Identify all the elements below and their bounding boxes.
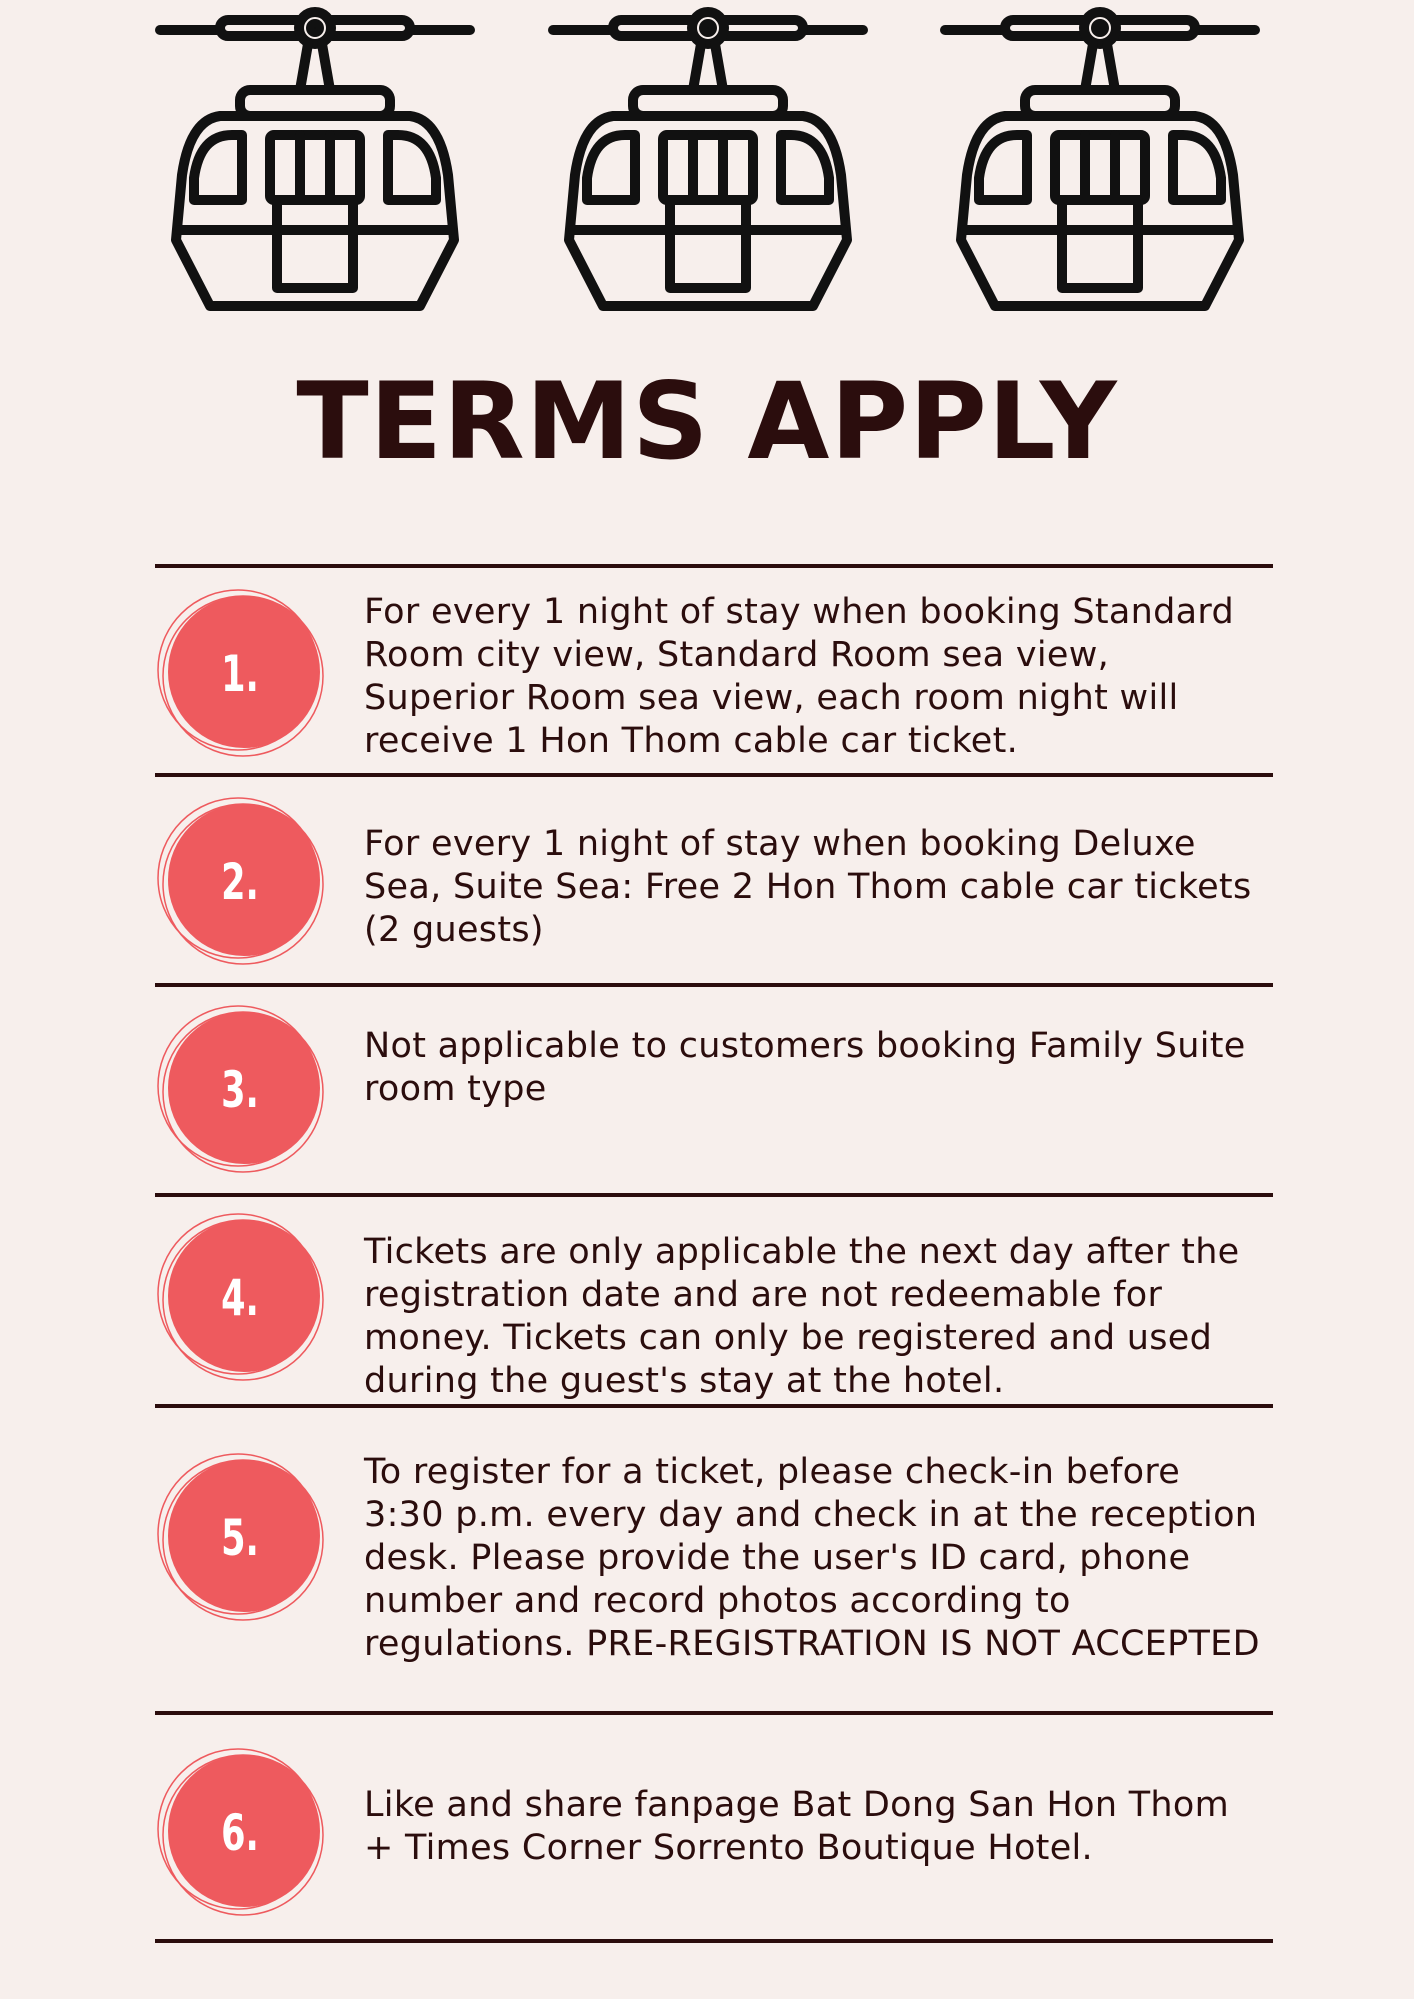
cable-car-row — [150, 0, 1270, 330]
number-badge — [152, 1210, 328, 1386]
term-number: 5. — [221, 1509, 259, 1567]
number-badge — [152, 586, 328, 762]
page-title: TERMS APPLY — [296, 360, 1118, 483]
cable-car-icon — [543, 0, 873, 330]
term-text: Like and share fanpage Bat Dong San Hon Thom + Times Corner Sorrento Boutique Hotel. — [364, 1785, 1229, 1868]
divider — [155, 1193, 1273, 1197]
cable-car-icon — [935, 0, 1265, 330]
term-text: Not applicable to customers booking Family Suite room type — [364, 1026, 1246, 1109]
number-badge — [152, 794, 328, 970]
term-text: To register for a ticket, please check-in before 3:30 p.m. every day and check in at the reception desk. Please provide the user's ID card, phone number and record photos according to regulations. PRE-REGISTRATION IS NOT ACCEPTED — [364, 1452, 1260, 1664]
term-number: 2. — [221, 853, 259, 911]
cable-car-icon — [150, 0, 480, 330]
term-number: 3. — [221, 1061, 259, 1119]
term-text: For every 1 night of stay when booking Deluxe Sea, Suite Sea: Free 2 Hon Thom cable car tickets (2 guests) — [364, 824, 1252, 950]
number-badge — [152, 1002, 328, 1178]
number-badge — [152, 1745, 328, 1921]
term-number: 4. — [221, 1269, 259, 1327]
term-number: 1. — [221, 645, 259, 703]
divider — [155, 1939, 1273, 1943]
term-number: 6. — [221, 1804, 259, 1862]
divider — [155, 983, 1273, 987]
term-text: Tickets are only applicable the next day after the registration date and are not redeemable for money. Tickets can only be registered and used during the guest's stay at the hotel. — [364, 1232, 1240, 1401]
number-badge — [152, 1450, 328, 1626]
divider — [155, 564, 1273, 568]
term-text: For every 1 night of stay when booking Standard Room city view, Standard Room sea view, Superior Room sea view, each room night will receive 1 Hon Thom cable car ticket. — [364, 592, 1235, 761]
divider — [155, 773, 1273, 777]
divider — [155, 1711, 1273, 1715]
divider — [155, 1404, 1273, 1408]
